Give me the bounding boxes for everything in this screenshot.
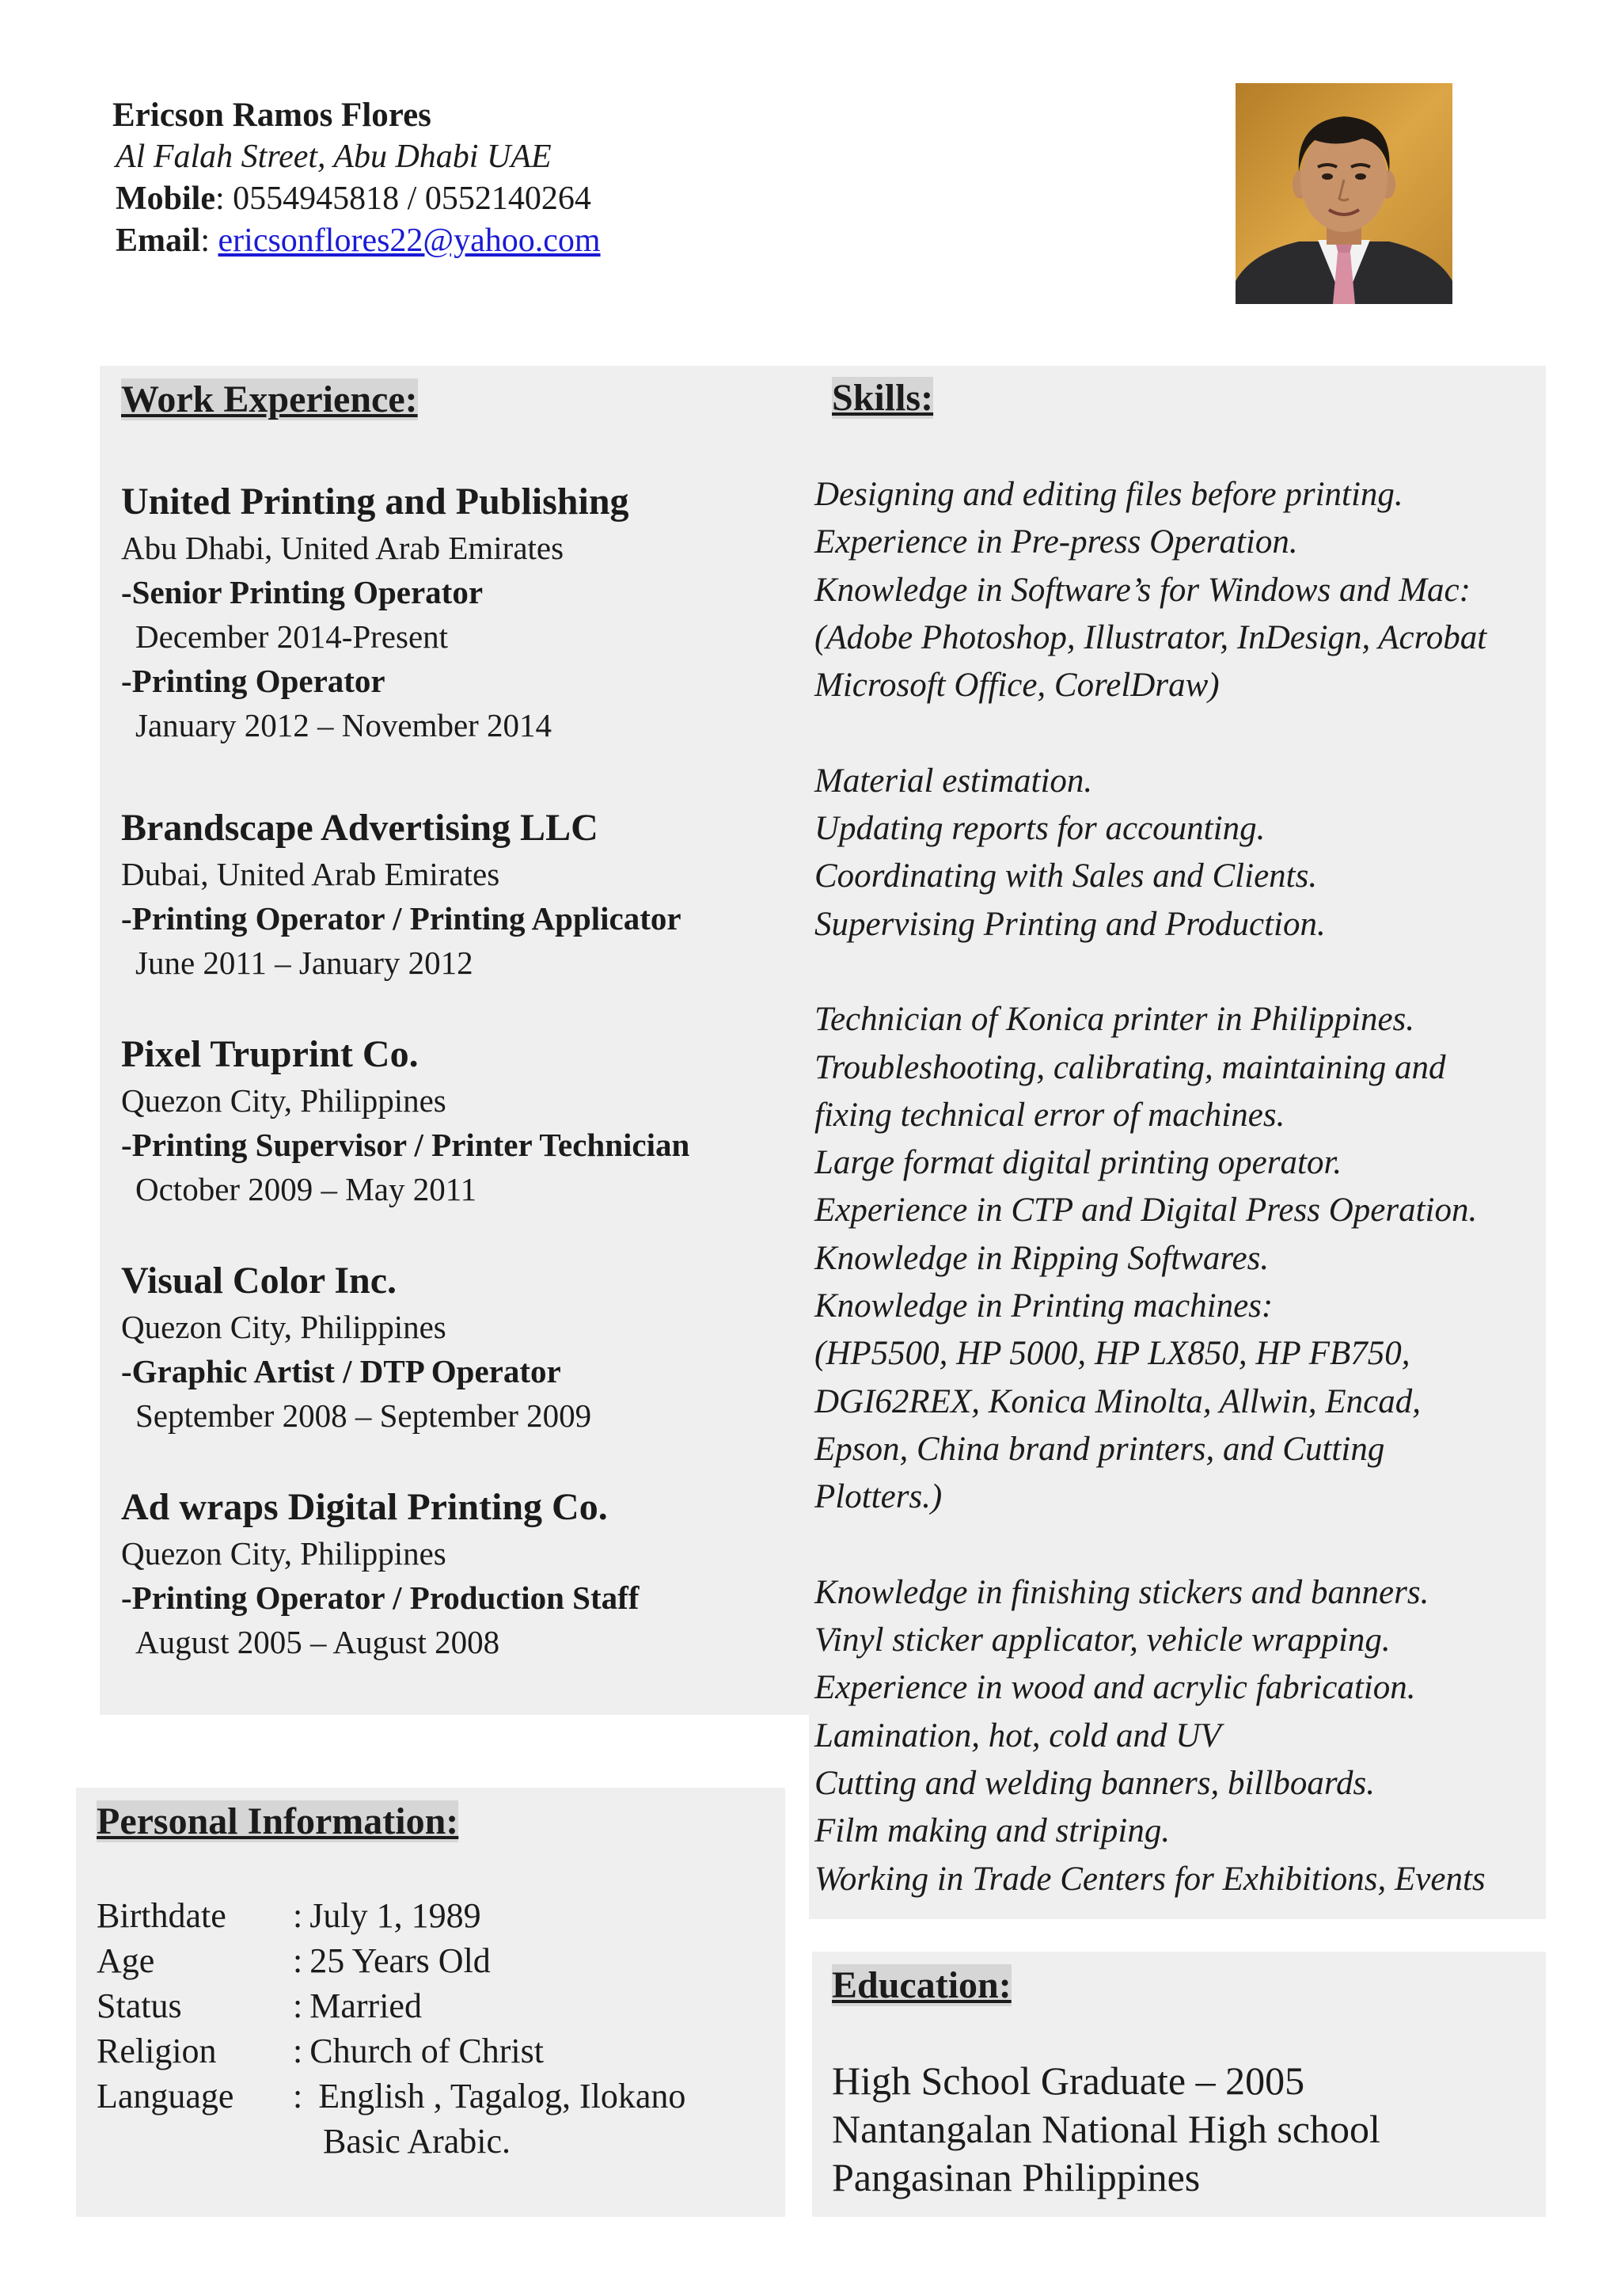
job-title: -Printing Operator / Printing Applicator [121,900,681,937]
info-label: Age [97,1941,155,1980]
job-entry [121,1257,809,1438]
education-line: High School Graduate – 2005 [832,2058,1305,2103]
company-name: Visual Color Inc. [121,1260,397,1302]
info-value: Church of Christ [309,2031,544,2070]
skill-group [814,996,1546,1521]
company-name: Pixel Truprint Co. [121,1033,419,1075]
section-title [809,376,1546,420]
education-heading: Education: [832,1964,1012,2006]
job-list [121,478,809,1664]
info-value: 25 Years Old [309,1941,491,1980]
skill-line: Experience in CTP and Digital Press Operation. [814,1192,1478,1230]
personal-information-heading: Personal Information: [97,1800,459,1842]
skills-list [809,471,1546,1903]
job-entry [121,1031,809,1211]
info-row-birthdate [97,1893,785,1938]
skills-section [809,366,1546,1919]
info-value: English , Tagalog, Ilokano [318,2076,686,2115]
info-label: Language [97,2076,234,2115]
skill-line: (HP5500, HP 5000, HP LX850, HP FB750, [814,1335,1410,1373]
job-dates: January 2012 – November 2014 [135,707,552,743]
email-line [116,220,601,262]
job-dates: June 2011 – January 2012 [135,945,473,981]
email-link[interactable]: ericsonflores22@yahoo.com [218,222,601,259]
job-dates: December 2014-Present [135,618,449,655]
applicant-name: Ericson Ramos Flores [112,97,431,134]
skill-line: Material estimation. [814,762,1093,800]
job-title: -Senior Printing Operator [121,574,484,610]
education-line: Pangasinan Philippines [832,2154,1201,2199]
skill-line: Updating reports for accounting. [814,810,1266,848]
skill-line: Experience in Pre-press Operation. [814,523,1298,561]
job-dates: August 2005 – August 2008 [135,1624,500,1660]
job-entry [121,804,809,985]
skill-line: Troubleshooting, calibrating, maintaining and [814,1048,1446,1086]
job-dates: October 2009 – May 2011 [135,1171,477,1207]
company-location: Quezon City, Philippines [121,1309,446,1345]
company-location: Abu Dhabi, United Arab Emirates [121,530,564,566]
email-separator: : [200,222,218,259]
skill-line: Knowledge in finishing stickers and banners. [814,1573,1429,1611]
skill-line: Knowledge in Software’s for Windows and Mac: [814,571,1471,609]
job-title: -Printing Operator [121,663,385,699]
skill-line: Cutting and welding banners, billboards. [814,1765,1375,1803]
job-entry [121,1484,809,1664]
info-label: Religion [97,2031,217,2070]
job-title: -Printing Operator / Production Staff [121,1579,640,1616]
section-title [121,378,809,422]
info-label: Status [97,1986,182,2025]
company-location: Dubai, United Arab Emirates [121,856,500,892]
contact-header [112,94,601,262]
education-line: Nantangalan National High school [832,2106,1380,2151]
skill-line: fixing technical error of machines. [814,1096,1285,1134]
info-label: Birthdate [97,1895,226,1935]
work-experience-heading: Work Experience: [121,378,418,420]
info-separator: : [293,2076,303,2115]
info-row-religion [97,2028,785,2074]
mobile-line [116,178,601,220]
job-title: -Printing Supervisor / Printer Technician [121,1127,690,1163]
skill-line: Designing and editing files before printing. [814,476,1403,513]
mobile-separator: : [214,181,233,217]
info-value: July 1, 1989 [309,1895,481,1935]
info-separator: : [293,1986,303,2025]
company-location: Quezon City, Philippines [121,1082,446,1119]
info-value: Married [309,1986,422,2025]
company-location: Quezon City, Philippines [121,1535,446,1572]
skill-line: Lamination, hot, cold and UV [814,1716,1221,1754]
mobile-label: Mobile [116,181,215,217]
language-continuation: Basic Arabic. [323,2121,511,2161]
company-name: Ad wraps Digital Printing Co. [121,1486,608,1528]
skill-line: DGI62REX, Konica Minolta, Allwin, Encad, [814,1382,1421,1420]
info-separator: : [293,1895,303,1935]
work-experience-section [100,366,809,1715]
personal-information-section [76,1788,785,2217]
skill-group [814,1569,1546,1903]
info-row-status [97,1983,785,2028]
skill-line: Plotters.) [814,1478,943,1516]
skill-line: Knowledge in Printing machines: [814,1287,1274,1325]
skill-group [814,471,1546,709]
skill-group [814,758,1546,948]
education-details [832,2057,1546,2202]
info-row-language [97,2074,785,2119]
skill-line: Microsoft Office, CorelDraw) [814,667,1220,705]
skill-line: Knowledge in Ripping Softwares. [814,1239,1270,1277]
skill-line: Film making and striping. [814,1812,1171,1850]
profile-photo-image [1236,83,1452,304]
skill-line: (Adobe Photoshop, Illustrator, InDesign, Acrobat [814,618,1487,656]
skill-line: Experience in wood and acrylic fabrication. [814,1669,1416,1707]
skill-line: Coordinating with Sales and Clients. [814,857,1318,895]
email-label: Email [116,222,201,259]
skill-line: Supervising Printing and Production. [814,905,1326,943]
job-dates: September 2008 – September 2009 [135,1397,592,1434]
skill-line: Large format digital printing operator. [814,1144,1342,1182]
address: Al Falah Street, Abu Dhabi UAE [116,139,552,175]
section-title [832,1963,1546,2008]
info-separator: : [293,1941,303,1980]
company-name: Brandscape Advertising LLC [121,807,598,849]
info-row-age [97,1938,785,1983]
section-title [97,1800,785,1844]
skills-heading: Skills: [832,377,934,419]
company-name: United Printing and Publishing [121,481,629,523]
skill-line: Epson, China brand printers, and Cutting [814,1430,1385,1468]
personal-info-list [97,1893,785,2164]
skill-line: Vinyl sticker applicator, vehicle wrapping. [814,1621,1391,1659]
skill-line: Working in Trade Centers for Exhibitions, Events [814,1860,1486,1898]
profile-photo [1236,83,1452,304]
info-separator: : [293,2031,303,2070]
education-section [812,1952,1546,2217]
job-title: -Graphic Artist / DTP Operator [121,1353,561,1389]
mobile-number: 0554945818 / 0552140264 [233,181,591,217]
skill-line: Technician of Konica printer in Philippines. [814,1001,1415,1039]
job-entry [121,478,809,747]
